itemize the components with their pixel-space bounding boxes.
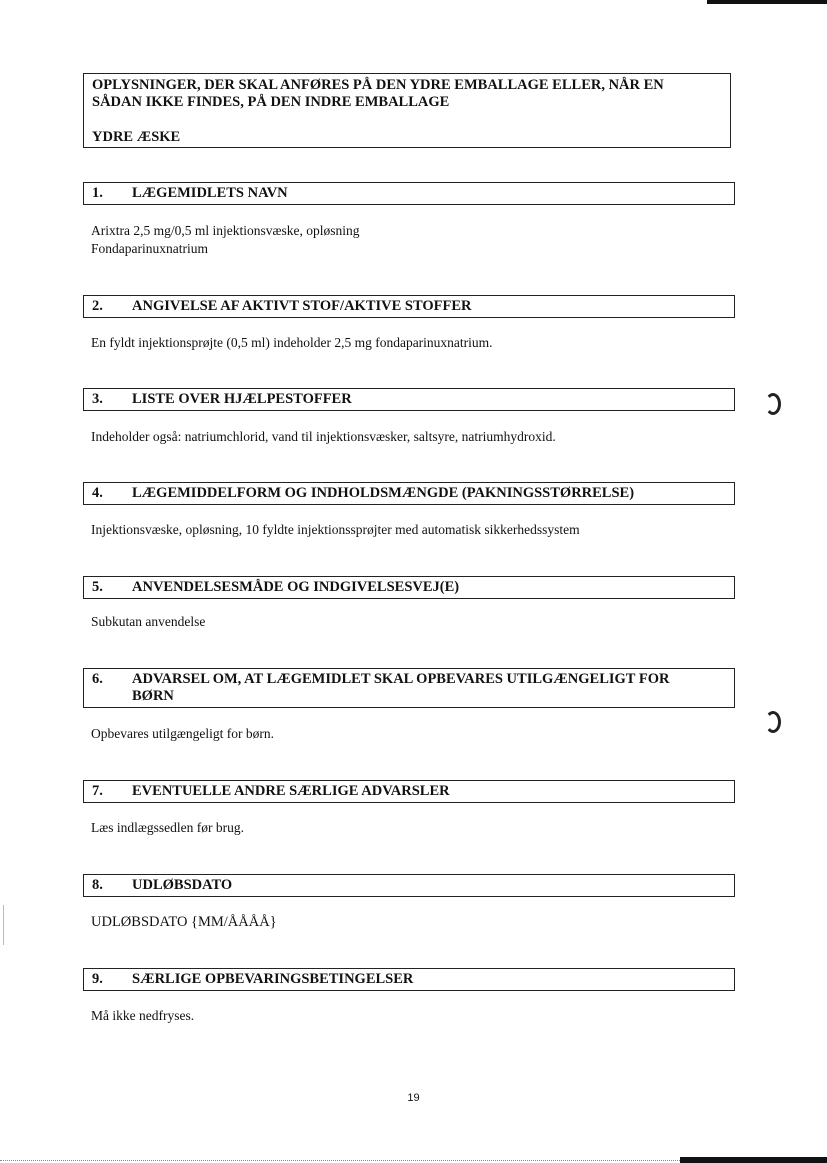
section-body-7 [91,819,244,837]
body-line: Arixtra 2,5 mg/0,5 ml injektionsvæske, opløsning [91,223,360,238]
section-heading-4 [83,482,735,505]
section-body-2 [91,334,493,352]
section-body-9 [91,1007,194,1025]
section-heading-1 [83,182,735,205]
section-heading-5 [83,576,735,599]
section-title: LÆGEMIDDELFORM OG INDHOLDSMÆNGDE (PAKNINGSSTØRRELSE) [132,485,635,501]
section-number: 6. [92,671,103,687]
section-title: ADVARSEL OM, AT LÆGEMIDLET SKAL OPBEVARES UTILGÆNGELIGT FOR [132,671,670,687]
section-heading-2 [83,295,735,318]
section-heading-7 [83,780,735,803]
header-line-2: SÅDAN IKKE FINDES, PÅ DEN INDRE EMBALLAGE [92,94,450,110]
body-line: Opbevares utilgængeligt for børn. [91,726,274,741]
section-body-4 [91,521,580,539]
section-body-1 [91,222,360,258]
outer-box-label: YDRE ÆSKE [92,129,181,145]
body-line: Subkutan anvendelse [91,614,206,629]
section-heading-9 [83,968,735,991]
section-title: LISTE OVER HJÆLPESTOFFER [132,391,352,407]
body-line: Fondaparinuxnatrium [91,241,208,256]
punch-hole-mark [765,711,781,733]
section-title: ANGIVELSE AF AKTIVT STOF/AKTIVE STOFFER [132,298,472,314]
section-number: 9. [92,971,103,987]
body-line: UDLØBSDATO {MM/ÅÅÅÅ} [91,914,277,930]
header-box [83,73,731,148]
section-title: LÆGEMIDLETS NAVN [132,185,288,201]
section-number: 3. [92,391,103,407]
section-number: 7. [92,783,103,799]
section-title: EVENTUELLE ANDRE SÆRLIGE ADVARSLER [132,783,450,799]
scan-edge-dotted [0,1160,680,1161]
section-title: UDLØBSDATO [132,877,233,893]
section-body-5 [91,613,205,631]
scan-edge-bottom [680,1157,827,1163]
section-body-6 [91,725,274,743]
body-line: Injektionsvæske, opløsning, 10 fyldte injektionssprøjter med automatisk sikkerhedssystem [91,522,580,537]
section-heading-6 [83,668,735,708]
body-line: En fyldt injektionsprøjte (0,5 ml) indeholder 2,5 mg fondaparinuxnatrium. [91,335,493,350]
section-number: 1. [92,185,103,201]
section-body-8 [91,913,277,931]
scan-edge-top [707,0,827,4]
section-title-line-2: BØRN [132,688,174,704]
scan-margin-line [3,905,4,945]
body-line: Læs indlægssedlen før brug. [91,820,244,835]
section-title: ANVENDELSESMÅDE OG INDGIVELSESVEJ(E) [132,579,460,595]
section-title: SÆRLIGE OPBEVARINGSBETINGELSER [132,971,414,987]
body-line: Må ikke nedfryses. [91,1008,195,1023]
page-number: 19 [407,1092,420,1104]
section-heading-8 [83,874,735,897]
section-number: 2. [92,298,103,314]
section-number: 4. [92,485,103,501]
section-number: 8. [92,877,103,893]
body-line: Indeholder også: natriumchlorid, vand til injektionsvæsker, saltsyre, natriumhydroxid. [91,429,556,444]
header-line-1: OPLYSNINGER, DER SKAL ANFØRES PÅ DEN YDRE EMBALLAGE ELLER, NÅR EN [92,77,664,93]
section-body-3 [91,428,556,446]
section-number: 5. [92,579,103,595]
punch-hole-mark [765,393,781,415]
section-heading-3 [83,388,735,411]
